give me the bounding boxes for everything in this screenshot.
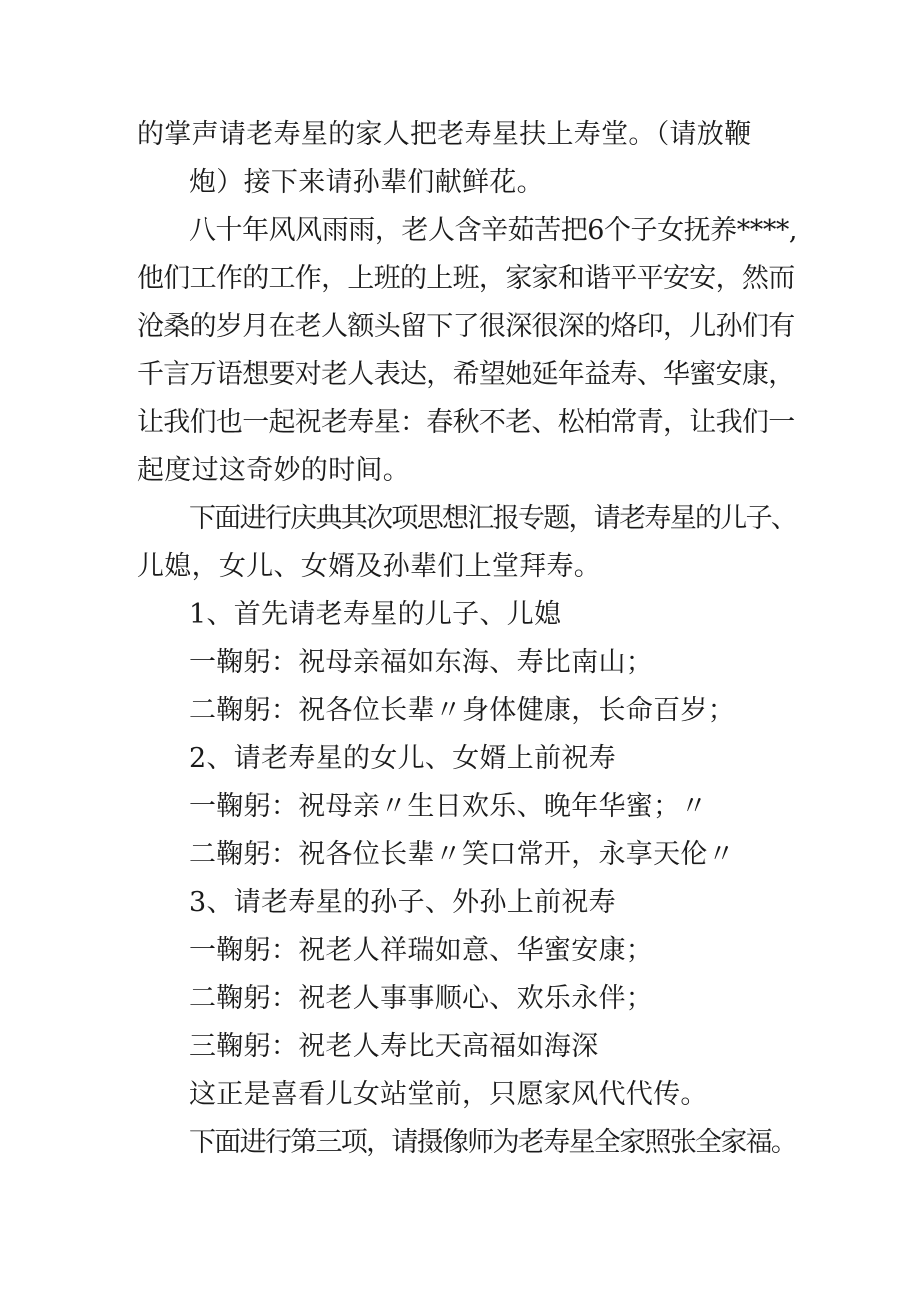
section-heading-2: 2、请老寿星的女儿、女婿上前祝寿 — [189, 743, 616, 774]
text-line: 炮）接下来请孙辈们献鲜花。 — [189, 167, 544, 198]
text-line: 三鞠躬：祝老人寿比天高福如海深 — [189, 1031, 599, 1062]
text-line: 千言万语想要对老人表达，希望她延年益寿、华蜜安康， — [137, 359, 795, 390]
text-line: 的掌声请老寿星的家人把老寿星扶上寿堂。（请放鞭 — [137, 119, 752, 150]
text-line: 一鞠躬：祝母亲〃生日欢乐、晚年华蜜；〃 — [189, 791, 708, 822]
text-line: 儿媳，女儿、女婿及孙辈们上堂拜寿。 — [137, 551, 602, 582]
text-line: 一鞠躬：祝母亲福如东海、寿比南山； — [189, 647, 654, 678]
text-line: 他们工作的工作，上班的上班，家家和谐平平安安，然而 — [137, 263, 795, 294]
text-line: 沧桑的岁月在老人额头留下了很深很深的烙印，儿孙们有 — [137, 311, 795, 342]
text-line: 二鞠躬：祝各位长辈〃笑口常开，永享天伦〃 — [189, 839, 735, 870]
text-line: 下面进行庆典其次项思想汇报专题，请老寿星的儿子、 — [189, 503, 797, 534]
text-line: 二鞠躬：祝老人事事顺心、欢乐永伴； — [189, 983, 654, 1014]
text-line: 二鞠躬：祝各位长辈〃身体健康，长命百岁； — [189, 695, 735, 726]
text-line: 一鞠躬：祝老人祥瑞如意、华蜜安康； — [189, 935, 654, 966]
text-line: 起度过这奇妙的时间。 — [137, 455, 410, 486]
text-line: 下面进行第三项，请摄像师为老寿星全家照张全家福。 — [189, 1127, 797, 1158]
text-line: 让我们也一起祝老寿星：春秋不老、松柏常青，让我们一 — [137, 407, 795, 438]
section-heading-3: 3、请老寿星的孙子、外孙上前祝寿 — [189, 887, 616, 918]
section-heading-1: 1、首先请老寿星的儿子、儿媳 — [189, 599, 562, 630]
text-line: 八十年风风雨雨，老人含辛茹苦把6个子女抚养****, — [189, 215, 798, 246]
text-line: 这正是喜看儿女站堂前，只愿家风代代传。 — [189, 1079, 708, 1110]
